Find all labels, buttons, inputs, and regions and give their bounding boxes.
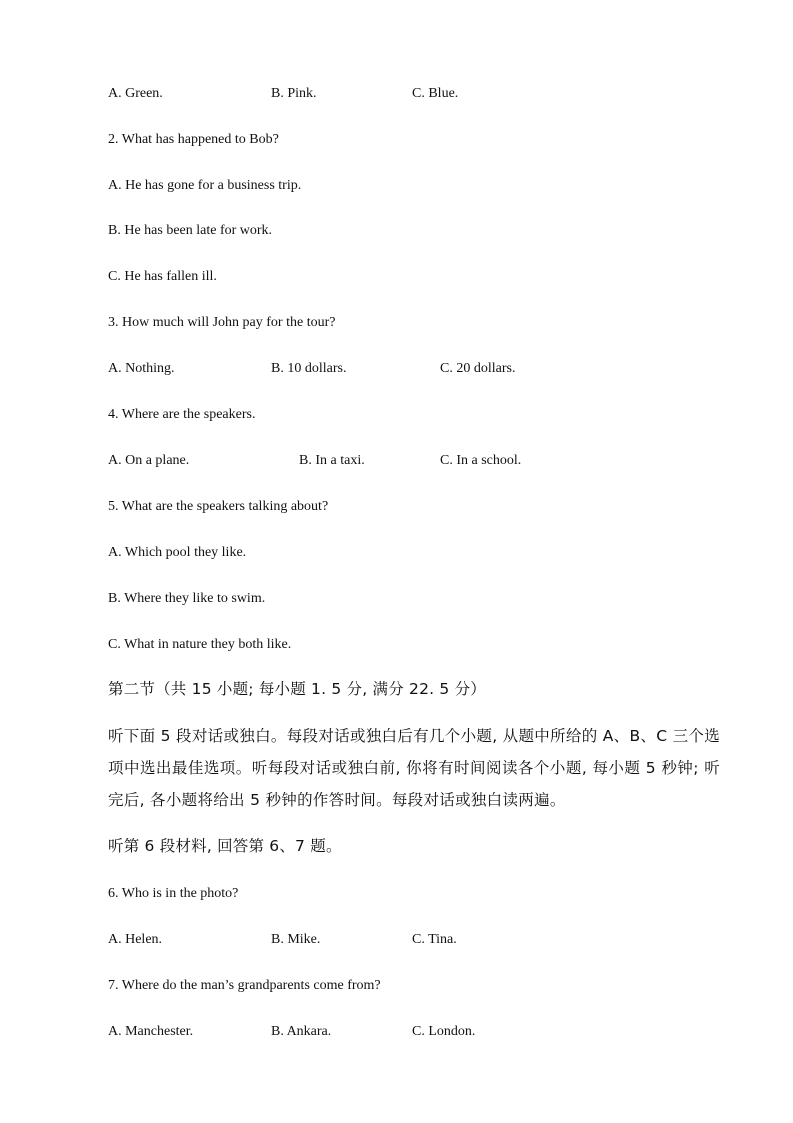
q5-question: 5. What are the speakers talking about? xyxy=(108,499,329,514)
material-instruction: 听第 6 段材料, 回答第 6、7 题。 xyxy=(108,837,342,855)
q7-option-c: C. London. xyxy=(412,1024,476,1039)
section-instructions: 听下面 5 段对话或独白。每段对话或独白后有几个小题, 从题中所给的 A、B、C 三个选项中选出最佳选项。听每段对话或独白前, 你将有时间阅读各个小题, 每小题 5 秒钟; 听完后, 各小题将给出 5 秒钟的作答时间。每段对话或独白读两遍。 xyxy=(108,727,720,809)
q2-option-a: A. He has gone for a business trip. xyxy=(108,178,302,193)
q3-option-c: C. 20 dollars. xyxy=(440,361,516,376)
q6-option-a: A. Helen. xyxy=(108,932,163,947)
q1-option-a: A. Green. xyxy=(108,86,163,101)
q2-option-b: B. He has been late for work. xyxy=(108,223,273,238)
q3-option-b: B. 10 dollars. xyxy=(271,361,347,376)
q4-option-c: C. In a school. xyxy=(440,453,522,468)
q3-question: 3. How much will John pay for the tour? xyxy=(108,315,336,330)
q6-option-c: C. Tina. xyxy=(412,932,457,947)
q2-option-c: C. He has fallen ill. xyxy=(108,269,217,284)
q6-option-b: B. Mike. xyxy=(271,932,321,947)
q4-option-a: A. On a plane. xyxy=(108,453,190,468)
q1-option-c: C. Blue. xyxy=(412,86,459,101)
q3-option-a: A. Nothing. xyxy=(108,361,175,376)
q5-option-a: A. Which pool they like. xyxy=(108,545,247,560)
q7-question: 7. Where do the man’s grandparents come from? xyxy=(108,978,381,993)
q1-option-b: B. Pink. xyxy=(271,86,317,101)
section-heading: 第二节（共 15 小题; 每小题 1. 5 分, 满分 22. 5 分） xyxy=(108,680,487,698)
q7-option-b: B. Ankara. xyxy=(271,1024,332,1039)
q2-question: 2. What has happened to Bob? xyxy=(108,132,279,147)
q5-option-b: B. Where they like to swim. xyxy=(108,591,266,606)
q4-question: 4. Where are the speakers. xyxy=(108,407,256,422)
q5-option-c: C. What in nature they both like. xyxy=(108,637,292,652)
q7-option-a: A. Manchester. xyxy=(108,1024,194,1039)
q4-option-b: B. In a taxi. xyxy=(299,453,365,468)
q6-question: 6. Who is in the photo? xyxy=(108,886,239,901)
